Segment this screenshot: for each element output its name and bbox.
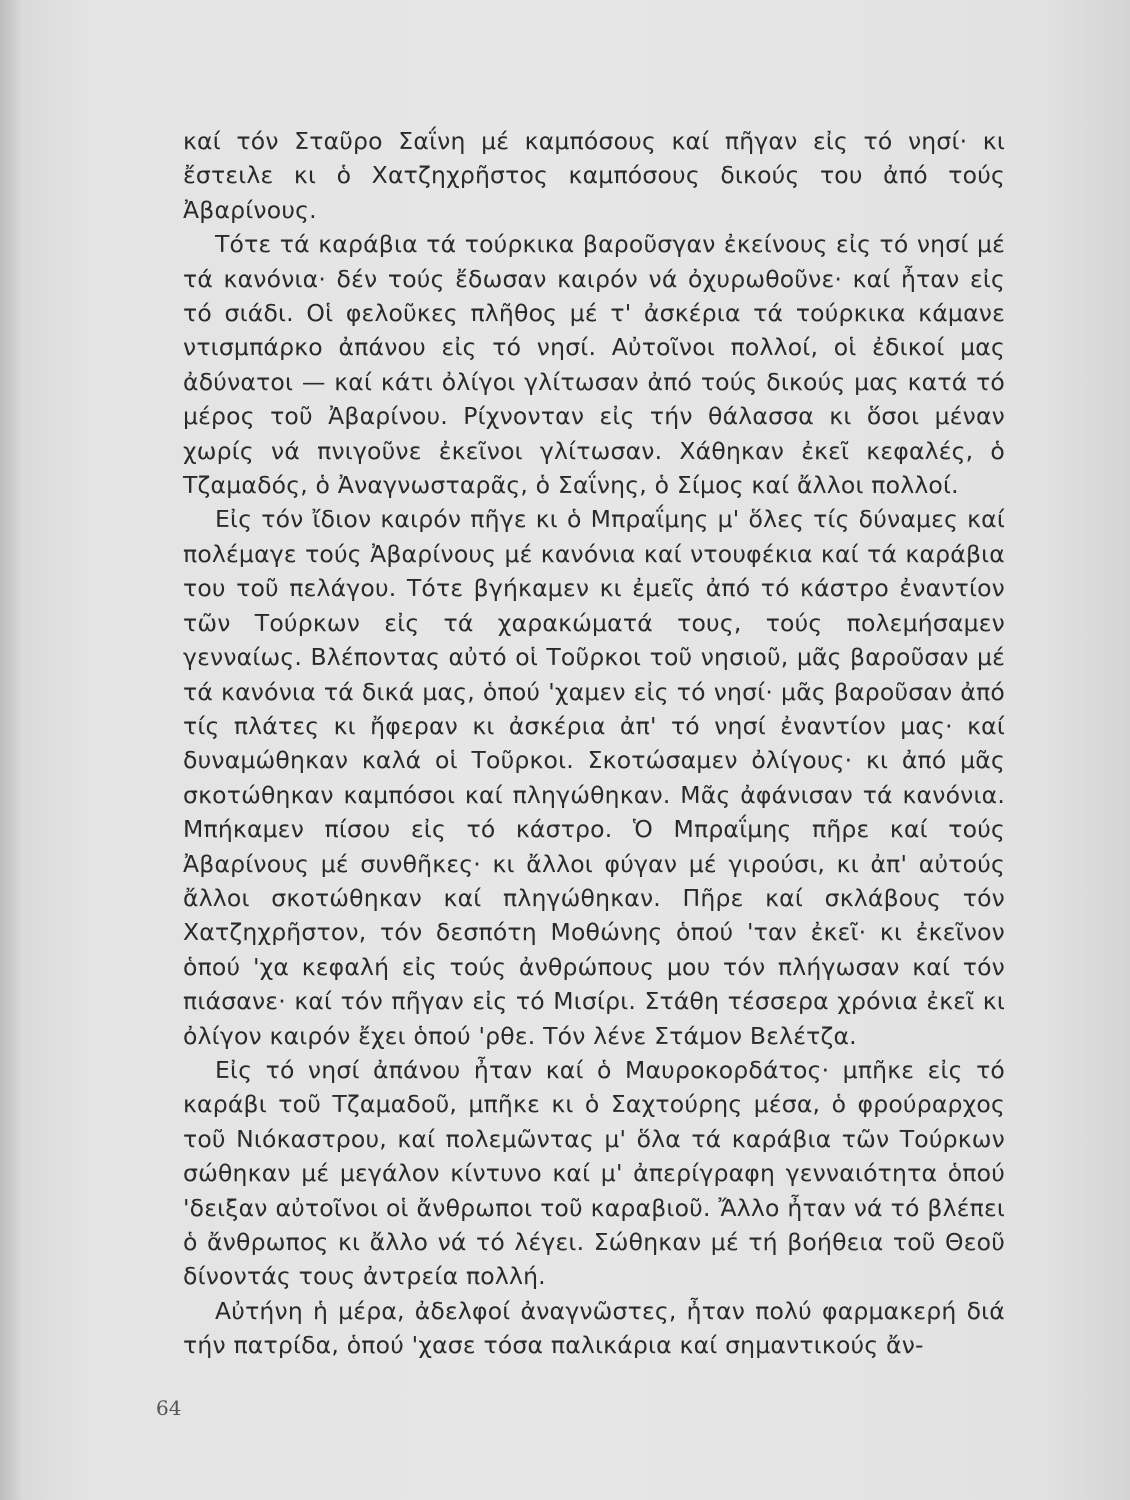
- paragraph-3: Εἰς τόν ἴδιον καιρόν πῆγε κι ὁ Μπραΐμης μ' ὅλες τίς δύναμες καί πολέμαγε τούς Ἀβαρίνους μέ κανόνια καί ντουφέκια καί τά καράβια του τοῦ πελάγου. Τότε βγήκαμεν κι ἐμεῖς ἀπό τό κάστρο ἐναντίον τῶν Τούρκων εἰς τά χαρακώματά τους, τούς πολεμήσαμεν γενναίως. Βλέποντας αὐτό οἱ Τοῦρκοι τοῦ νησιοῦ, μᾶς βαροῦσαν μέ τά κανόνια τά δικά μας, ὁπού 'χαμεν εἰς τό νησί· μᾶς βαροῦσαν ἀπό τίς πλάτες κι ἤφεραν κι ἀσκέρια ἀπ' τό νησί ἐναντίον μας· καί δυναμώθηκαν καλά οἱ Τοῦρκοι. Σκοτώσαμεν ὀλίγους· κι ἀπό μᾶς σκοτώθηκαν καμπόσοι καί πληγώθηκαν. Μᾶς ἀφάνισαν τά κανόνια. Μπήκαμεν πίσου εἰς τό κάστρο. Ὁ Μπραΐμης πῆρε καί τούς Ἀβαρίνους μέ συνθῆκες· κι ἄλλοι φύγαν μέ γιρούσι, κι ἀπ' αὐτούς ἄλλοι σκοτώθηκαν καί πληγώθηκαν. Πῆρε καί σκλάβους τόν Χατζηχρῆστον, τόν δεσπότη Μοθώνης ὁπού 'ταν ἐκεῖ· κι ἐκεῖνον ὁπού 'χα κεφαλή εἰς τούς ἀνθρώπους μου τόν πλήγωσαν καί τόν πιάσανε· καί τόν πῆγαν εἰς τό Μισίρι. Στάθη τέσσερα χρόνια ἐκεῖ κι ὀλίγον καιρόν ἔχει ὁπού 'ρθε. Τόν λένε Στάμον Βελέτζα.: [183, 505, 1005, 1050]
- page-number: 64: [156, 1396, 182, 1420]
- body-text: [183, 124, 1005, 1363]
- paragraph-4: Εἰς τό νησί ἀπάνου ἦταν καί ὁ Μαυροκορδάτος· μπῆκε εἰς τό καράβι τοῦ Τζαμαδοῦ, μπῆκε κι ὁ Σαχτούρης μέσα, ὁ φρούραρχος τοῦ Νιόκαστρου, καί πολεμῶντας μ' ὅλα τά καράβια τῶν Τούρκων σώθηκαν μέ μεγάλον κίντυνο καί μ' ἀπερίγραφη γενναιότητα ὁπού 'δειξαν αὐτοῖνοι οἱ ἄνθρωποι τοῦ καραβιοῦ. Ἄλλο ἦταν νά τό βλέπει ὁ ἄνθρωπος κι ἄλλο νά τό λέγει. Σώθηκαν μέ τή βοήθεια τοῦ Θεοῦ δίνοντάς τους ἀντρεία πολλή.: [183, 1055, 1005, 1291]
- paragraph-5: Αὐτήνη ἡ μέρα, ἀδελφοί ἀναγνῶστες, ἦταν πολύ φαρμακερή διά τήν πατρίδα, ὁπού 'χασε τόσα παλικάρια καί σημαντικούς ἄν-: [183, 1296, 1005, 1360]
- page-spine-shadow: [0, 0, 22, 1500]
- paragraph-1: καί τόν Σταῦρο Σαΐνη μέ καμπόσους καί πῆγαν εἰς τό νησί· κι ἔστειλε κι ὁ Χατζηχρῆστος καμπόσους δικούς του ἀπό τούς Ἀβαρίνους.: [183, 127, 1005, 224]
- paragraph-2: Τότε τά καράβια τά τούρκικα βαροῦσγαν ἐκείνους εἰς τό νησί μέ τά κανόνια· δέν τούς ἔδωσαν καιρόν νά ὀχυρωθοῦνε· καί ἦταν εἰς τό σιάδι. Οἱ φελοῦκες πλῆθος μέ τ' ἀσκέρια τά τούρκικα κάμανε ντισμπάρκο ἀπάνου εἰς τό νησί. Αὐτοῖνοι πολλοί, οἱ ἐδικοί μας ἀδύνατοι — καί κάτι ὀλίγοι γλίτωσαν ἀπό τούς δικούς μας κατά τό μέρος τοῦ Ἀβαρίνου. Ρίχνονταν εἰς τήν θάλασσα κι ὅσοι μέναν χωρίς νά πνιγοῦνε ἐκεῖνοι γλίτωσαν. Χάθηκαν ἐκεῖ κεφαλές, ὁ Τζαμαδός, ὁ Ἀναγνωσταρᾶς, ὁ Σαΐνης, ὁ Σίμος καί ἄλλοι πολλοί.: [183, 230, 1005, 500]
